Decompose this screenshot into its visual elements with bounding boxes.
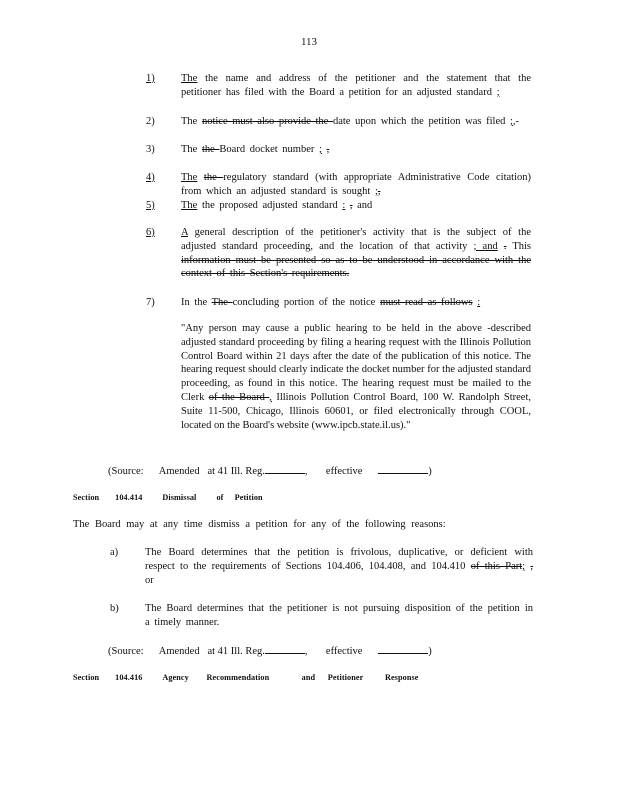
source-amended: Amended <box>158 646 200 657</box>
section-title-word: Petitioner <box>327 673 364 682</box>
item-text: The the regulatory standard (with appropriate Administrative Code citation) from which an adjusted standard is sought ;, <box>181 172 531 197</box>
section-title-word: Recommendation <box>206 673 270 682</box>
section-title-word: and <box>301 673 316 682</box>
source-close: ) <box>428 466 432 477</box>
section-title-word: of <box>216 493 224 502</box>
source-amended: Amended <box>158 466 200 477</box>
section-title-word: Response <box>384 673 419 682</box>
section-number: 104.416 <box>115 673 143 682</box>
source-prefix: (Source: <box>108 466 144 477</box>
item-text: The the proposed adjusted standard : , and <box>181 200 373 211</box>
item-number: 6) <box>146 227 155 238</box>
section-number: 104.414 <box>115 493 143 502</box>
reg-blank <box>265 463 305 474</box>
section-104-414-heading <box>73 493 263 502</box>
source-effective: effective <box>325 646 363 657</box>
source-prefix: (Source: <box>108 646 144 657</box>
reason-letter: a) <box>110 547 119 558</box>
source-line-1: (Source: Amended at 41 Ill. Reg. , effective ) <box>108 463 432 477</box>
page-number: 113 <box>300 36 318 48</box>
reason-text: The Board determines that the petition is frivolous, duplicative, or deficient with respect to the requirements of Sections 104.406, 104.408, and 104.410 of this Part; , or <box>145 547 534 586</box>
item-number: 1) <box>146 73 155 84</box>
source-close: ) <box>428 646 432 657</box>
item-text: The the name and address of the petitioner and the statement that the petitioner has filed with the Board a petition for an adjusted standard ; <box>181 73 531 98</box>
source-reg: at 41 Ill. Reg. <box>207 466 265 477</box>
item-number: 7) <box>146 297 155 308</box>
reason-text: The Board determines that the petitioner is not pursuing disposition of the petition in a timely manner. <box>145 603 533 628</box>
item-number: 4) <box>146 172 155 183</box>
reg-blank <box>265 643 305 654</box>
item-text: The the Board docket number ; , <box>181 144 330 155</box>
section-104-416-heading <box>73 673 419 682</box>
source-line-2: (Source: Amended at 41 Ill. Reg. , effective ) <box>108 643 432 657</box>
reason-letter: b) <box>110 603 119 614</box>
effective-blank <box>378 643 428 654</box>
item-text: In the The concluding portion of the notice must read as follows : <box>181 297 481 308</box>
section-title-word: Dismissal <box>162 493 197 502</box>
item-text: The notice must also provide the date upon which the petition was filed ;,- <box>181 116 520 127</box>
section-104-414-intro: The Board may at any time dismiss a petition for any of the following reasons: <box>73 519 446 530</box>
effective-blank <box>378 463 428 474</box>
item-number: 2) <box>146 116 155 127</box>
item-number: 3) <box>146 144 155 155</box>
source-effective: effective <box>325 466 363 477</box>
source-reg: at 41 Ill. Reg. <box>207 646 265 657</box>
item-text: A general description of the petitioner's activity that is the subject of the adjusted standard proceeding, and the location of that activity ; and . This information must be presented so as to be understood in accordance with the context of this Section's requirements. <box>181 227 532 280</box>
item-number: 5) <box>146 200 155 211</box>
section-label: Section <box>73 673 100 682</box>
notice-quote: "Any person may cause a public hearing to be held in the above -described adjusted standard proceeding by filing a hearing request with the Illinois Pollution Control Board within 21 days after the date of the publication of this notice. The hearing request should clearly indicate the docket number for the adjusted standard proceeding, as found in this notice. The hearing request must be mailed to the Clerk of the Board , Illinois Pollution Control Board, 100 W. Randolph Street, Suite 11-500, Chicago, Illinois 60601, or filed electronically through COOL, located on the Board's website (www.ipcb.state.il.us)." <box>181 323 532 431</box>
section-title-word: Agency <box>162 673 189 682</box>
section-title-word: Petition <box>234 493 263 502</box>
section-label: Section <box>73 493 100 502</box>
